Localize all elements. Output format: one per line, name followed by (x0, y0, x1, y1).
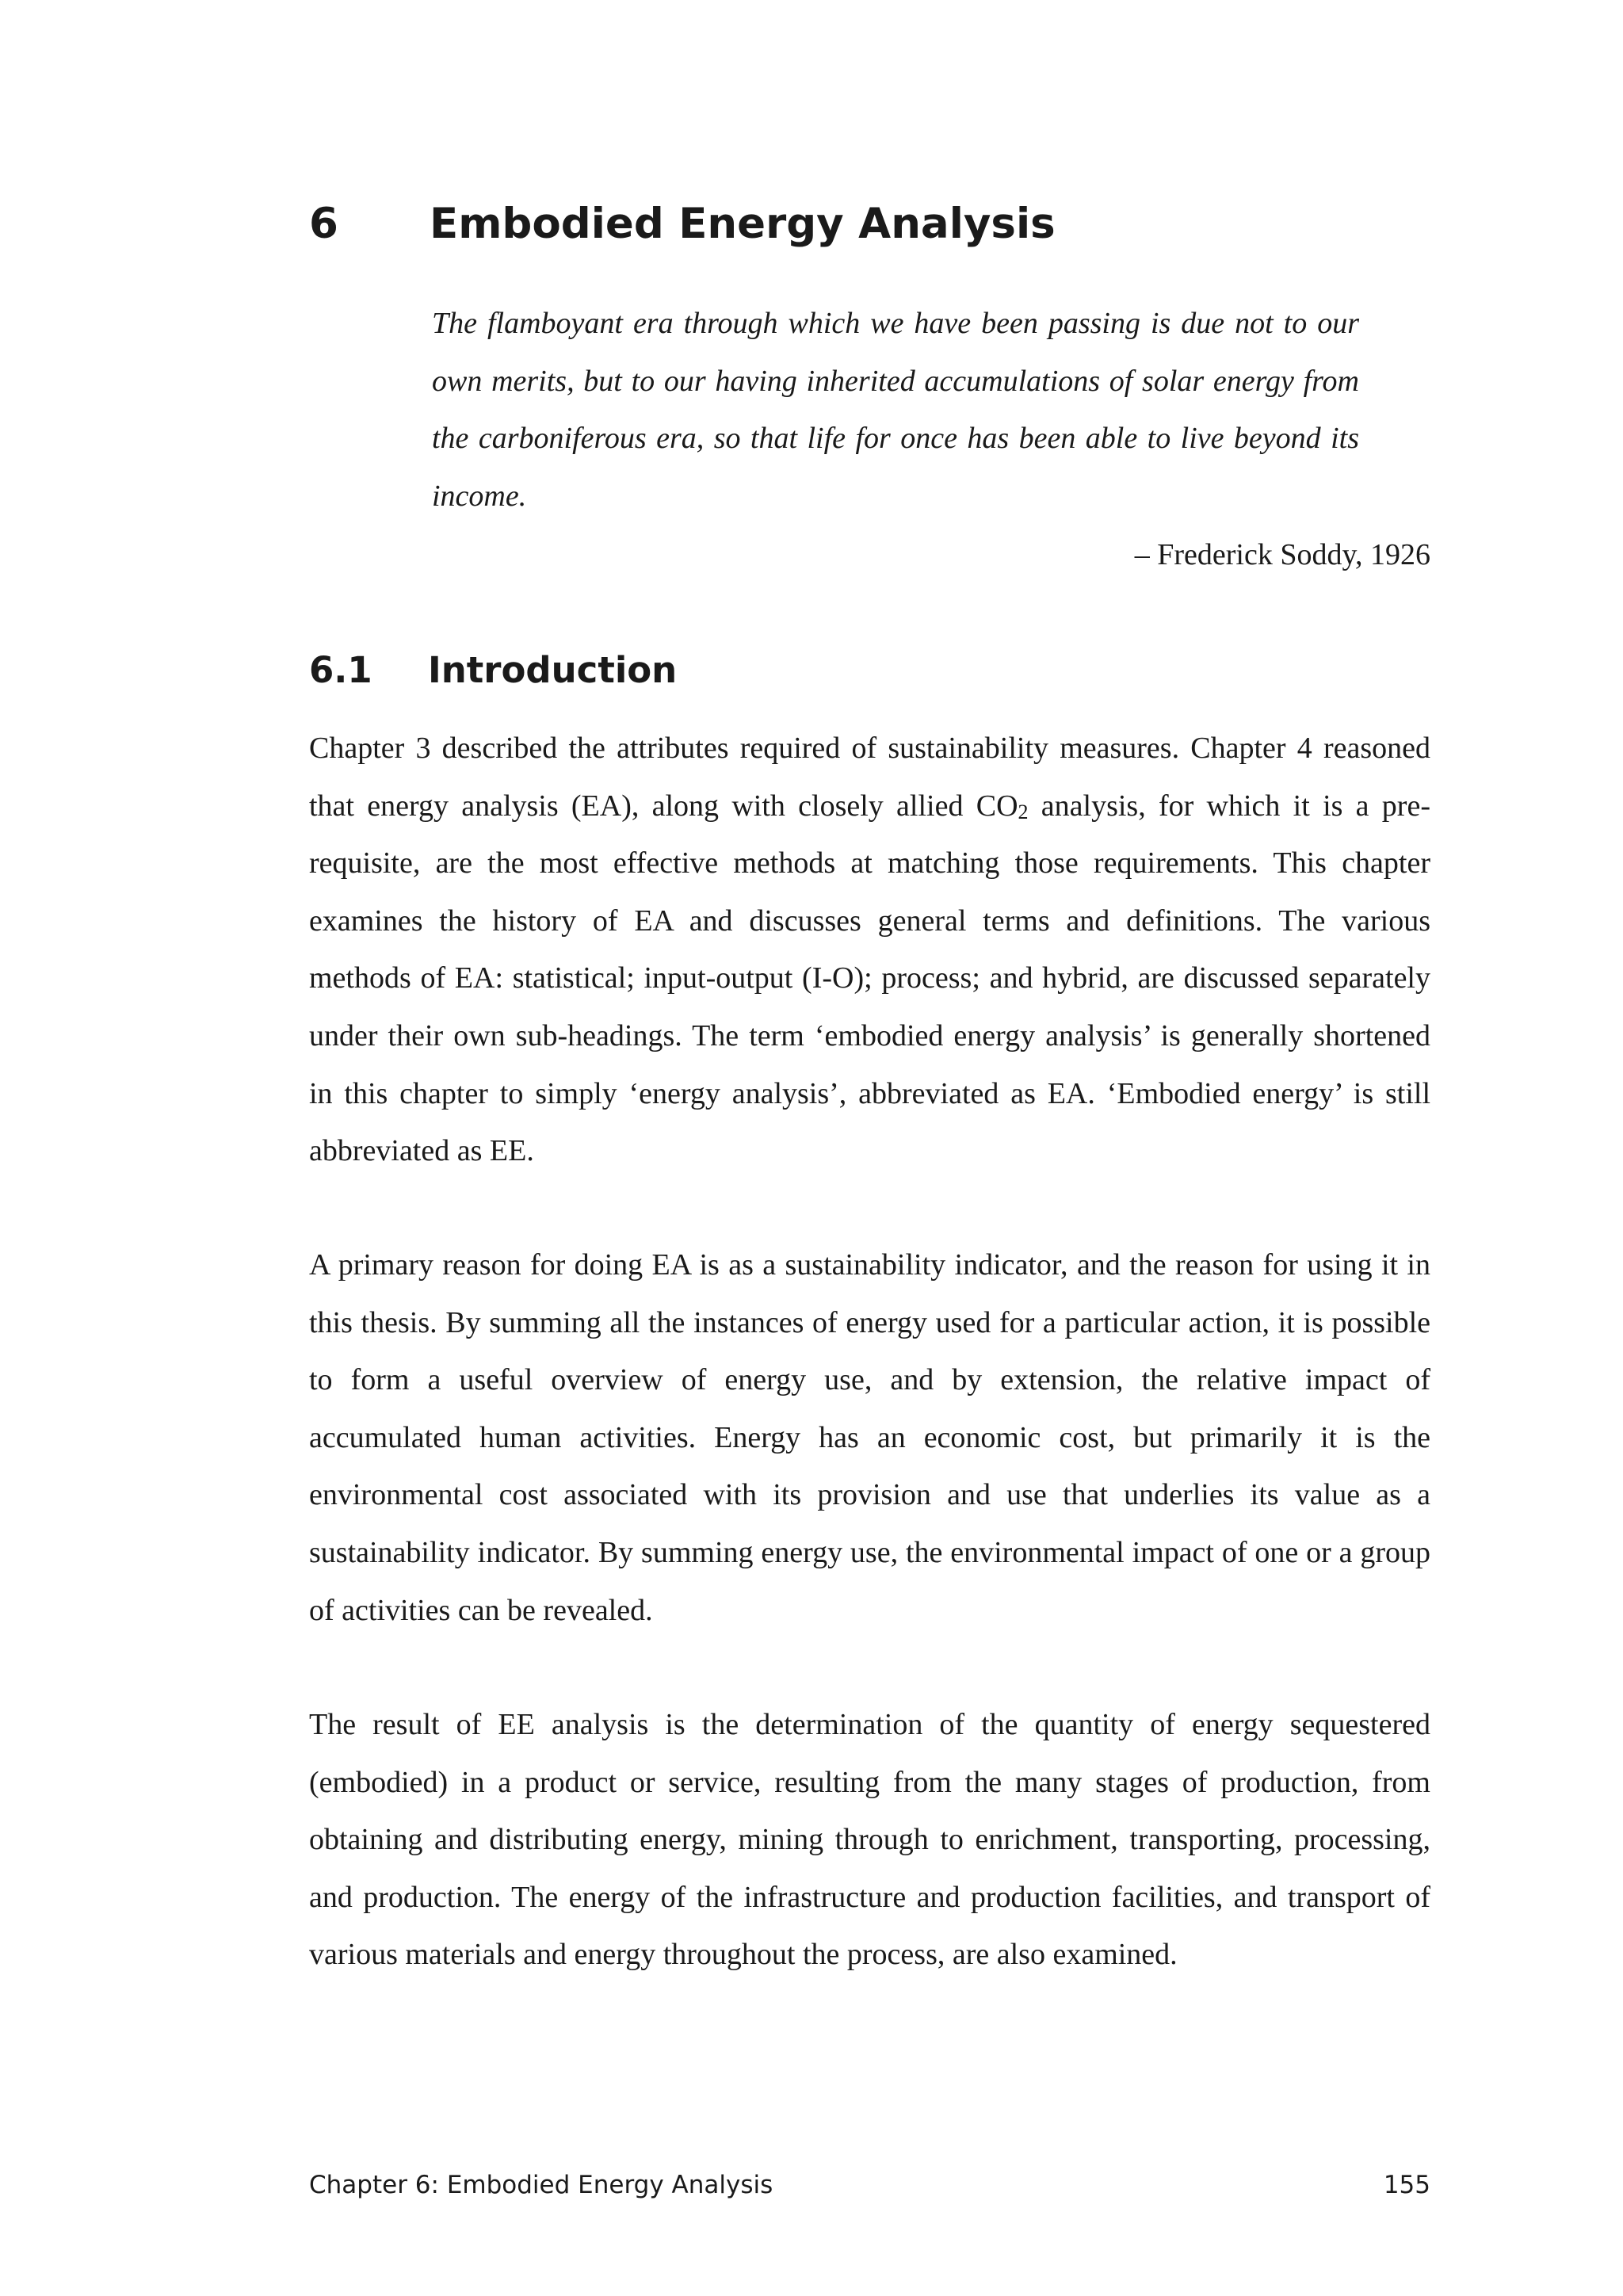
section-title: Introduction (428, 649, 678, 691)
paragraph-1 (309, 720, 1430, 1180)
section-heading (309, 645, 677, 696)
footer-page-number: 155 (1383, 2171, 1430, 2199)
epigraph-quote: The flamboyant era through which we have been passing is due not to our own merits, but to our having inherited accumulations of solar energy from the carboniferous era, so that life for once has been able to live beyond its income. (432, 307, 1359, 513)
section-number: 6.1 (309, 649, 372, 691)
chapter-number: 6 (309, 200, 338, 248)
chapter-heading (309, 197, 1056, 252)
paragraph-1-text-a: Chapter 3 described the attributes required of sustainability measures. Chapter 4 reasoned that energy analysis (EA), along with closely allied CO (309, 732, 1430, 823)
chapter-title: Embodied Energy Analysis (430, 200, 1056, 248)
paragraph-1-text-b: analysis, for which it is a pre-requisite, are the most effective methods at matching those requirements. This chapter examines the history of EA and discusses general terms and definitions. The various methods of EA: statistical; input-output (I-O); process; and hybrid, are discussed separately under their own sub-headings. The term ‘embodied energy analysis’ is generally shortened in this chapter to simply ‘energy analysis’, abbreviated as EA. ‘Embodied energy’ is still abbreviated as EE. (309, 789, 1430, 1168)
paragraph-3: The result of EE analysis is the determination of the quantity of energy sequestered (embodied) in a product or service, resulting from the many stages of production, from obtaining and distributing energy, mining through to enrichment, transporting, processing, and production. The energy of the infrastructure and production facilities, and transport of various materials and energy throughout the process, are also examined. (309, 1708, 1430, 1972)
footer-running-title: Chapter 6: Embodied Energy Analysis (309, 2171, 773, 2199)
paragraph-2: A primary reason for doing EA is as a sustainability indicator, and the reason for using it in this thesis. By summing all the instances of energy used for a particular action, it is possible to form a useful overview of energy use, and by extension, the relative impact of accumulated human activities. Energy has an economic cost, but primarily it is the environmental cost associated with its provision and use that underlies its value as a sustainability indicator. By summing energy use, the environmental impact of one or a group of activities can be revealed. (309, 1248, 1430, 1627)
epigraph-attribution: – Frederick Soddy, 1926 (1134, 538, 1430, 571)
co2-subscript: 2 (1018, 800, 1029, 823)
